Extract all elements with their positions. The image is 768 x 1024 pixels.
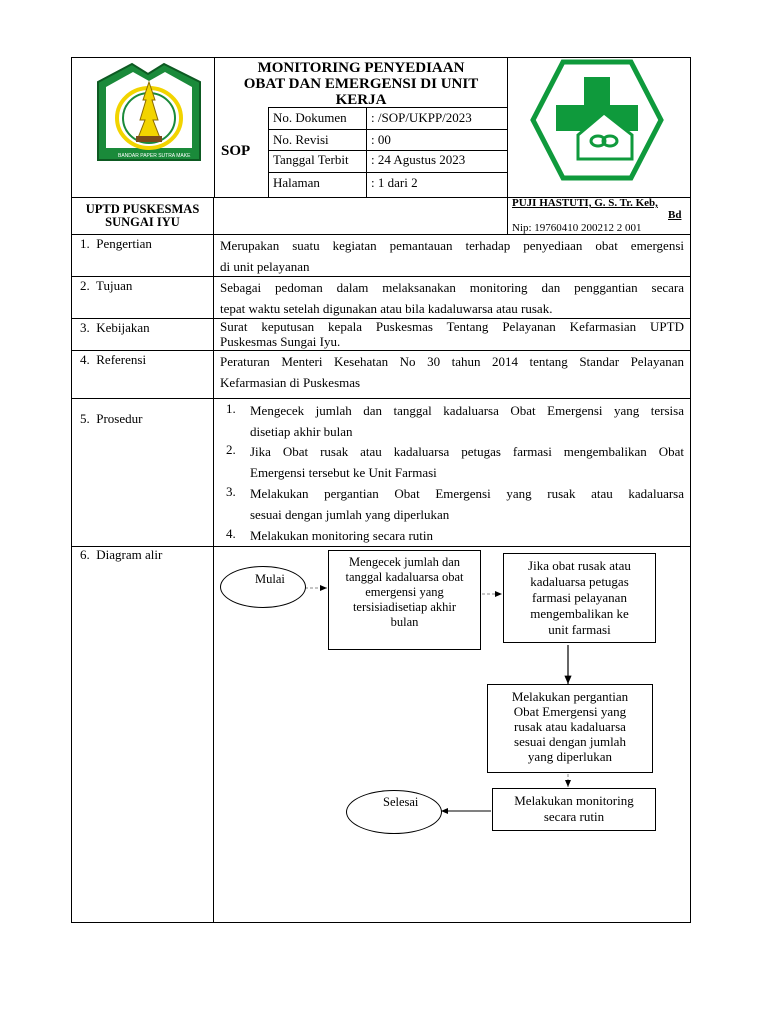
- signer-name-line-2: Bd: [668, 209, 682, 221]
- document-title-line-2: OBAT DAN EMERGENSI DI UNIT: [243, 76, 479, 92]
- document-title-line-3: KERJA: [335, 92, 387, 108]
- step-text-line: Melakukan monitoring secara rutin: [250, 528, 434, 543]
- flowchart-box-line: Obat Emergensi yang: [513, 704, 627, 719]
- sop-label: SOP: [221, 143, 251, 159]
- document-title-line-1: MONITORING PENYEDIAAN: [257, 60, 465, 76]
- flowchart-box-line: mengembalikan ke: [530, 606, 629, 621]
- flowchart-box-monitor: [492, 788, 656, 831]
- section-label-pengertian: 1. Pengertian: [80, 236, 152, 251]
- flowchart-box-return: [503, 553, 656, 643]
- flowchart-box-check: [328, 550, 481, 650]
- flowchart-box-line: Melakukan pergantian: [511, 689, 629, 704]
- flowchart-box-line: kadaluarsa petugas: [530, 574, 629, 589]
- flowchart-start-label: Mulai: [255, 572, 285, 586]
- section-text-line: tepat waktu setelah digunakan atau bila kadaluwarsa atau rusak.: [220, 301, 553, 316]
- signer-nip: Nip: 19760410 200212 2 001: [512, 222, 642, 234]
- step-text-line: Emergensi tersebut ke Unit Farmasi: [250, 465, 437, 480]
- section-text-line: Merupakan suatu kegiatan pemantauan terhadap penyediaan obat emergensi: [220, 238, 684, 253]
- flowchart-box-line: farmasi pelayanan: [532, 590, 627, 605]
- org-name-line-1: UPTD PUSKESMAS: [85, 202, 200, 216]
- org-name-line-2: SUNGAI IYU: [105, 215, 180, 229]
- step-text-line: disetiap akhir bulan: [250, 424, 353, 439]
- section-label-kebijakan: 3. Kebijakan: [80, 320, 150, 335]
- meta-value-tanggal-terbit: : 24 Agustus 2023: [371, 152, 466, 167]
- section-label-referensi: 4. Referensi: [80, 352, 147, 367]
- step-text-line: Mengecek jumlah dan tanggal kadaluarsa Obat Emergensi yang tersisa: [250, 403, 684, 418]
- flowchart-box-line: tanggal kadaluarsa obat: [345, 570, 464, 584]
- flowchart-box-line: Mengecek jumlah dan: [348, 555, 461, 569]
- flowchart-box-line: bulan: [390, 615, 419, 629]
- flowchart-box-line: Jika obat rusak atau: [528, 558, 631, 573]
- section-text-line: Peraturan Menteri Kesehatan No 30 tahun 2014 tentang Standar Pelayanan: [220, 354, 684, 369]
- step-number: 1.: [226, 401, 236, 416]
- flowchart-box-line: yang diperlukan: [527, 749, 613, 764]
- section-label-prosedur: 5. Prosedur: [80, 411, 143, 426]
- flowchart-box-text: [528, 558, 631, 638]
- step-text-line: Jika Obat rusak atau kadaluarsa petugas farmasi mengembalikan Obat: [250, 444, 684, 459]
- step-text-line: Melakukan pergantian Obat Emergensi yang rusak atau kadaluarsa: [250, 486, 684, 501]
- meta-label-no-dokumen: No. Dokumen: [273, 110, 347, 125]
- meta-value-no-dokumen: : /SOP/UKPP/2023: [371, 110, 472, 125]
- meta-value-halaman: : 1 dari 2: [371, 175, 418, 190]
- section-text-line: Surat keputusan kepala Puskesmas Tentang Pelayanan Kefarmasian UPTD: [220, 319, 684, 334]
- flowchart-box-line: sesuai dengan jumlah: [514, 734, 626, 749]
- emblem-caption: BANDAR PAPER SUTRA MAKE: [118, 153, 191, 159]
- flowchart-box-line: emergensi yang: [365, 585, 444, 599]
- meta-label-tanggal-terbit: Tanggal Terbit: [273, 152, 349, 167]
- section-text-line: di unit pelayanan: [220, 259, 310, 274]
- step-number: 4.: [226, 526, 236, 541]
- flowchart-box-line: tersisiadisetiap akhir: [352, 600, 457, 614]
- flowchart-box-line: secara rutin: [543, 809, 605, 824]
- flowchart-box-line: rusak atau kadaluarsa: [514, 719, 626, 734]
- signer-name-line-1: PUJI HASTUTI, G. S. Tr. Keb,: [512, 197, 658, 209]
- meta-value-no-revisi: : 00: [371, 132, 391, 147]
- flowchart-box-line: Melakukan monitoring: [514, 793, 634, 808]
- section-text-line: Kefarmasian di Puskesmas: [220, 375, 361, 390]
- section-label-tujuan: 2. Tujuan: [80, 278, 133, 293]
- flowchart-box-line: unit farmasi: [548, 622, 611, 637]
- flowchart-box-text: [514, 793, 634, 825]
- flowchart-box-replace: [487, 684, 653, 773]
- flowchart-box-text: [345, 555, 463, 630]
- meta-label-no-revisi: No. Revisi: [273, 132, 329, 147]
- flowchart-box-text: [512, 689, 628, 764]
- step-number: 2.: [226, 442, 236, 457]
- flowchart-end-label: Selesai: [383, 795, 419, 809]
- section-text-line: Puskesmas Sungai Iyu.: [220, 334, 341, 349]
- section-label-diagram-alir: 6. Diagram alir: [80, 547, 163, 562]
- step-number: 3.: [226, 484, 236, 499]
- meta-label-halaman: Halaman: [273, 175, 320, 190]
- section-text-line: Sebagai pedoman dalam melaksanakan monitoring dan penggantian secara: [220, 280, 684, 295]
- step-text-line: sesuai dengan jumlah yang diperlukan: [250, 507, 450, 522]
